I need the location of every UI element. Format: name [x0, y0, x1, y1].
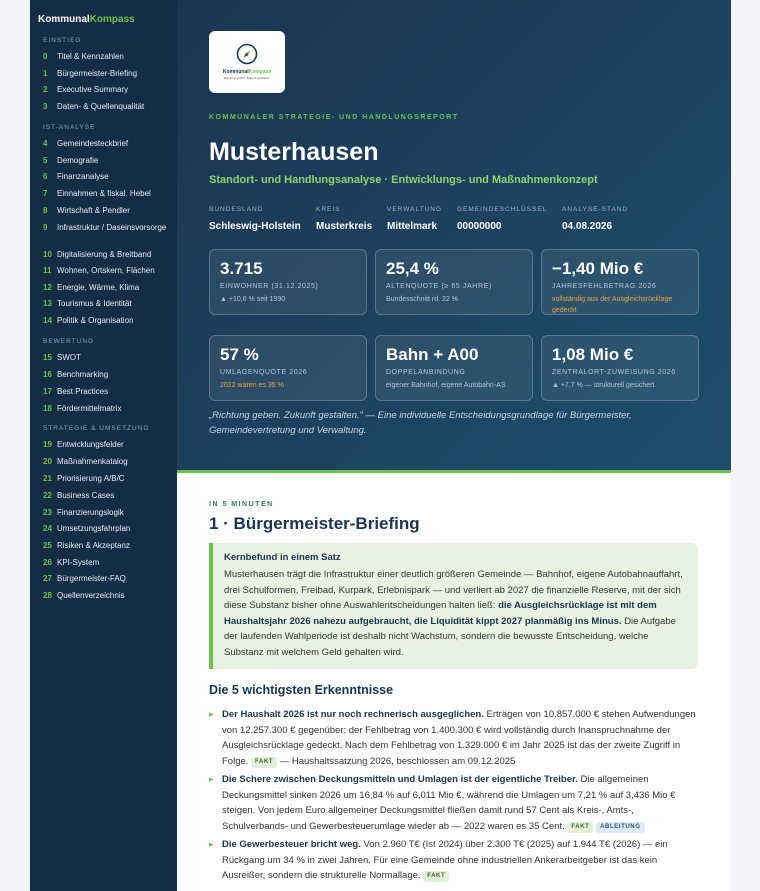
nav-num: 20	[43, 457, 52, 466]
logo-tagline: Richtung geben. Zukunft gestalten.	[223, 76, 271, 80]
nav-label: Fördermittelmatrix	[57, 404, 122, 413]
nav-item[interactable]	[43, 490, 171, 501]
nav-num: 25	[43, 541, 52, 550]
nav-num: 12	[43, 283, 52, 292]
nav-label: Infrastruktur / Daseinsvorsorge	[57, 223, 167, 232]
kpi-label: DOPPELANBINDUNG	[386, 369, 466, 376]
nav-num: 18	[43, 404, 52, 413]
nav-label: KPI-System	[57, 558, 100, 567]
logo-wordmark: KommunalKompass	[222, 69, 272, 75]
insight-item: ▸ Die Schere zwischen Deckungsmitteln und Umlagen ist der eigentliche Treiber. Die allgemeinen Deckungsmittel sinken 2026 um 16,84 % auf 6,011 Mio €, während die Umlagen um 7,21 % auf 3,436 Mio € steigen. Von jedem Euro allgemeiner Deckungsmittel fließen damit rund 57 Cent als Kreis-, Amts-, Schulverbands- und Gewerbesteuerumlage wieder ab — 2022 waren es 35 Cent. FAKT ABLEITUNG	[209, 772, 698, 834]
nav-num: 13	[43, 299, 52, 308]
kpi-sub: Bundesschnitt rd. 22 %	[386, 296, 458, 303]
nav-num: 11	[43, 266, 52, 275]
kpi-card	[375, 335, 533, 401]
brand-logo[interactable]	[38, 14, 135, 25]
kpi-label: EINWOHNER (31.12.2025)	[220, 283, 319, 290]
nav-num: 15	[43, 353, 52, 362]
fact-tag: FAKT	[423, 871, 449, 882]
nav-label: Umsetzungsfahrplan	[57, 524, 131, 533]
kpi-sub: ▲ +10,6 % seit 1990	[220, 296, 286, 303]
section-title: STRATEGIE & UMSETZUNG	[43, 425, 150, 432]
nav-item[interactable]	[43, 439, 171, 450]
meta-kreis: KREIS Musterkreis	[316, 206, 373, 232]
nav-item[interactable]	[43, 282, 171, 293]
callout-title: Kernbefund in einem Satz	[224, 552, 341, 563]
nav-item[interactable]	[43, 101, 171, 112]
nav-label: Wohnen, Ortskern, Flächen	[57, 266, 155, 275]
kpi-sub: ▲ +7,7 % — strukturell gesichert	[552, 382, 655, 389]
nav-num: 1	[43, 69, 48, 78]
nav-label: Gemeindesteckbrief	[57, 139, 129, 148]
nav-label: Bürgermeister-Briefing	[57, 69, 138, 78]
nav-num: 16	[43, 370, 52, 379]
kpi-label: JAHRESFEHLBETRAG 2026	[552, 283, 657, 290]
kpi-label: ZENTRALORT-ZUWEISUNG 2026	[552, 369, 676, 376]
nav-num: 24	[43, 524, 52, 533]
brand-part1: Kommunal	[38, 14, 90, 25]
kpi-card	[541, 249, 699, 315]
kpi-label: UMLAGENQUOTE 2026	[220, 369, 308, 376]
nav-label: Bürgermeister-FAQ	[57, 574, 126, 583]
nav-item[interactable]	[43, 265, 171, 276]
nav-item[interactable]	[43, 155, 171, 166]
page-title: Musterhausen	[209, 138, 379, 166]
nav-item[interactable]	[43, 205, 171, 216]
nav-item[interactable]	[43, 369, 171, 380]
nav-label: Tourismus & Identität	[57, 299, 132, 308]
nav-label: Best Practices	[57, 387, 109, 396]
sidebar-nav	[30, 0, 177, 891]
nav-num: 6	[43, 172, 48, 181]
fact-tag: FAKT	[251, 757, 277, 768]
nav-item[interactable]	[43, 298, 171, 309]
brand-part2: Kompass	[89, 14, 135, 25]
nav-num: 21	[43, 474, 52, 483]
kpi-sub: 2022 waren es 35 %	[220, 382, 284, 389]
kpi-value: Bahn + A00	[386, 345, 479, 364]
nav-item[interactable]	[43, 557, 171, 568]
nav-item[interactable]	[43, 171, 171, 182]
meta-bundesland: BUNDESLAND Schleswig-Holstein	[209, 206, 301, 232]
nav-item[interactable]	[43, 456, 171, 467]
nav-item[interactable]	[43, 473, 171, 484]
nav-num: 2	[43, 85, 48, 94]
nav-item[interactable]	[43, 352, 171, 363]
nav-label: Quellenverzeichnis	[57, 591, 125, 600]
meta-gemeindeschluessel: GEMEINDESCHLÜSSEL 00000000	[457, 206, 548, 232]
nav-label: Risiken & Akzeptanz	[57, 541, 130, 550]
kpi-card	[541, 335, 699, 401]
insights-list	[209, 707, 698, 887]
derivation-tag: ABLEITUNG	[596, 822, 644, 833]
nav-num: 27	[43, 574, 52, 583]
page-subtitle: Standort- und Handlungsanalyse · Entwicklungs- und Maßnahmenkonzept	[209, 174, 598, 186]
nav-label: Executive Summary	[57, 85, 129, 94]
report-logo	[209, 31, 285, 93]
insights-heading: Die 5 wichtigsten Erkenntnisse	[209, 683, 394, 697]
nav-label: Business Cases	[57, 491, 115, 500]
nav-num: 0	[43, 52, 48, 61]
kpi-card	[209, 249, 367, 315]
hero-quote: „Richtung geben. Zukunft gestalten." — Eine individuelle Entscheidungsgrundlage für Bürgermeister, Gemeindevertretung und Verwaltung.	[209, 410, 632, 436]
kpi-card	[209, 335, 367, 401]
nav-num: 5	[43, 156, 48, 165]
kpi-value: −1,40 Mio €	[552, 259, 644, 278]
kpi-label: ALTENQUOTE (≥ 65 JAHRE)	[386, 283, 492, 290]
nav-num: 3	[43, 102, 48, 111]
nav-num: 9	[43, 223, 48, 232]
nav-label: Benchmarking	[57, 370, 109, 379]
nav-item[interactable]	[43, 386, 171, 397]
nav-label: Demografie	[57, 156, 99, 165]
nav-label: Finanzierungslogik	[57, 508, 124, 517]
nav-label: Politik & Organisation	[57, 316, 134, 325]
nav-item[interactable]	[43, 573, 171, 584]
nav-num: 7	[43, 189, 48, 198]
nav-item[interactable]	[43, 138, 171, 149]
insight-item: ▸ Der Haushalt 2026 ist nur noch rechnerisch ausgeglichen. Erträgen von 10.857.000 € stehen Aufwendungen von 12.257.300 € gegenüber; der Fehlbetrag von 1.400.300 € wird vollständig durch Inanspruchnahme der Ausgleichsrücklage gedeckt. Nach dem Fehlbetrag von 1.329.000 € im Jahr 2025 ist das der zweite Zugriff in Folge. FAKT — Haushaltssatzung 2026, beschlossen am 09.12.2025	[209, 707, 698, 769]
kpi-card	[375, 249, 533, 315]
nav-item[interactable]	[43, 540, 171, 551]
nav-item[interactable]	[43, 523, 171, 534]
nav-label: Wirtschaft & Pendler	[57, 206, 130, 215]
callout-body: Musterhausen trägt die Infrastruktur einer deutlich größeren Gemeinde — Bahnhof, eigene Autobahnauffahrt, drei Schulformen, Freibad, Kurpark, Erlebnispark — und verliert ab 2027 die finanzielle Reserve, mit der sich diese Substanz bisher ohne Auswahlentscheidungen halten ließ: die Ausgleichsrücklage ist mit dem Haushaltsjahr 2026 nahezu aufgebraucht, die Liquidität kippt 2027 planmäßig ins Minus. Die Aufgabe der laufenden Wahlperiode ist deshalb nicht Wachstum, sondern die bewusste Entscheidung, welche Substanz mit welchem Geld gehalten wird.	[224, 569, 683, 658]
nav-label: Entwicklungsfelder	[57, 440, 124, 449]
nav-num: 17	[43, 387, 52, 396]
nav-num: 8	[43, 206, 48, 215]
nav-item[interactable]	[43, 222, 171, 233]
nav-item[interactable]	[43, 507, 171, 518]
meta-verwaltung: VERWALTUNG Mittelmark	[387, 206, 443, 232]
section-eyebrow: IN 5 MINUTEN	[209, 501, 274, 508]
nav-num: 23	[43, 508, 52, 517]
nav-item[interactable]	[43, 84, 171, 95]
nav-num: 4	[43, 139, 48, 148]
nav-label: Digitalisierung & Breitband	[57, 250, 152, 259]
nav-num: 28	[43, 591, 52, 600]
section-title: EINSTIEG	[43, 37, 82, 44]
kpi-value: 1,08 Mio €	[552, 345, 634, 364]
nav-item[interactable]	[43, 315, 171, 326]
kpi-value: 25,4 %	[386, 259, 439, 278]
nav-num: 14	[43, 316, 52, 325]
nav-num: 10	[43, 250, 52, 259]
nav-item[interactable]	[43, 249, 171, 260]
nav-label: Finanzanalyse	[57, 172, 109, 181]
nav-label: Titel & Kennzahlen	[57, 52, 124, 61]
kpi-value: 3.715	[220, 259, 263, 278]
section-title: BEWERTUNG	[43, 338, 95, 345]
nav-label: SWOT	[57, 353, 81, 362]
compass-icon	[236, 43, 258, 65]
report-frame	[30, 0, 731, 891]
nav-item[interactable]	[43, 403, 171, 414]
nav-num: 19	[43, 440, 52, 449]
nav-label: Einnahmen & fiskal. Hebel	[57, 189, 151, 198]
hero	[177, 0, 731, 470]
section-title: 1 · Bürgermeister-Briefing	[209, 514, 420, 533]
fact-tag: FAKT	[567, 822, 593, 833]
nav-num: 26	[43, 558, 52, 567]
nav-label: Energie, Wärme, Klima	[57, 283, 140, 292]
briefing-section	[177, 473, 731, 891]
kpi-sub: eigener Bahnhof, eigene Autobahn-AS	[386, 382, 506, 389]
report-eyebrow: KOMMUNALER STRATEGIE- UND HANDLUNGSREPORT	[209, 114, 459, 121]
nav-item[interactable]	[43, 51, 171, 62]
nav-num: 22	[43, 491, 52, 500]
section-title: IST-ANALYSE	[43, 124, 96, 131]
insight-item: ▸ Die Gewerbesteuer bricht weg. Von 2.960 T€ (Ist 2024) über 2.300 T€ (2025) auf 1.944 T€ (2026) — ein Rückgang um 34 % in zwei Jahren. Für eine Gemeinde ohne industriellen Ankerarbeitgeber ist das kein Ausreißer, sondern die strukturelle Normallage. FAKT	[209, 837, 698, 884]
nav-item[interactable]	[43, 188, 171, 199]
kpi-sub: vollständig aus der Ausgleichsrücklage gedeckt	[552, 296, 673, 314]
nav-label: Daten- & Quellenqualität	[57, 102, 145, 111]
kpi-value: 57 %	[220, 345, 259, 364]
nav-item[interactable]	[43, 68, 171, 79]
nav-item[interactable]	[43, 590, 171, 601]
nav-label: Priorisierung A/B/C	[57, 474, 125, 483]
key-finding-callout	[209, 543, 698, 669]
nav-label: Maßnahmenkatalog	[57, 457, 128, 466]
meta-analyse-stand: ANALYSE-STAND 04.08.2026	[562, 206, 629, 232]
